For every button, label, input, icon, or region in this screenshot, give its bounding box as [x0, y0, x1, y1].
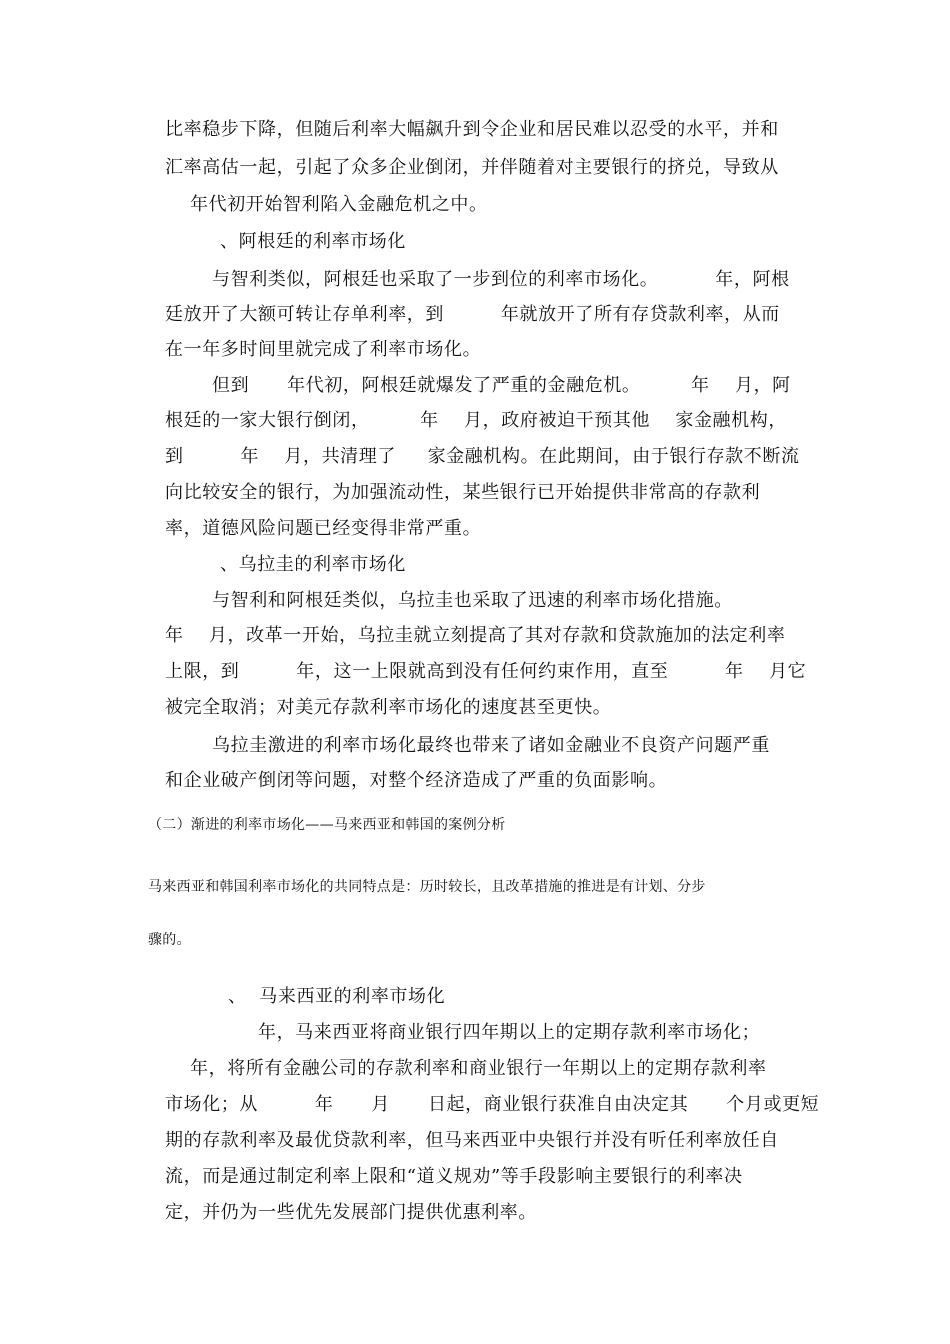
body-text-line: 期的存款利率及最优贷款利率，但马来西亚中央银行并没有听任利率放任自: [165, 1130, 779, 1151]
body-text-line: 但到 年代初，阿根廷就爆发了严重的金融危机。 年 月，阿: [212, 375, 791, 396]
section-heading: 、阿根廷的利率市场化: [220, 231, 406, 252]
body-text-line: 向比较安全的银行，为加强流动性，某些银行已开始提供非常高的存款利: [165, 482, 761, 503]
body-text-line: 和企业破产倒闭等问题，对整个经济造成了严重的负面影响。: [165, 770, 668, 791]
subsection-heading: （二）渐进的利率市场化——马来西亚和韩国的案例分析: [148, 817, 506, 833]
body-text-line: 市场化；从 年 月 日起，商业银行获准自由决定其 个月或更短: [165, 1094, 820, 1115]
body-text-line: 流，而是通过制定利率上限和“道义规劝”等手段影响主要银行的利率决: [165, 1166, 743, 1187]
body-text-line: 被完全取消；对美元存款利率市场化的速度甚至更快。: [165, 697, 612, 718]
body-text-line: 根廷的一家大银行倒闭， 年 月，政府被迫干预其他 家金融机构，: [165, 410, 787, 431]
body-text-line: 马来西亚和韩国利率市场化的共同特点是：历时较长，且改革措施的推进是有计划、分步: [148, 879, 706, 895]
body-text-line: 乌拉圭激进的利率市场化最终也带来了诸如金融业不良资产问题严重: [212, 735, 770, 756]
body-text-line: 率，道德风险问题已经变得非常严重。: [165, 518, 482, 539]
body-text-line: 年，马来西亚将商业银行四年期以上的定期存款利率市场化；: [258, 1022, 761, 1043]
section-heading: 、 马来西亚的利率市场化: [228, 986, 446, 1007]
body-text-line: 在一年多时间里就完成了利率市场化。: [165, 339, 482, 360]
section-heading: 、乌拉圭的利率市场化: [220, 554, 406, 575]
body-text-line: 比率稳步下降，但随后利率大幅飙升到令企业和居民难以忍受的水平，并和: [165, 119, 779, 140]
body-text-line: 到 年 月，共清理了 家金融机构。在此期间，由于银行存款不断流: [165, 446, 800, 467]
body-text-line: 与智利和阿根廷类似，乌拉圭也采取了迅速的利率市场化措施。: [212, 590, 733, 611]
body-text-line: 汇率高估一起，引起了众多企业倒闭，并伴随着对主要银行的挤兑，导致从: [165, 157, 779, 178]
body-text-line: 年代初开始智利陷入金融危机之中。: [190, 194, 488, 215]
body-text-line: 廷放开了大额可转让存单利率，到 年就放开了所有存贷款利率，从而: [165, 304, 780, 325]
body-text-line: 年 月，改革一开始，乌拉圭就立刻提高了其对存款和贷款施加的法定利率: [165, 625, 786, 646]
body-text-line: 定，并仍为一些优先发展部门提供优惠利率。: [165, 1202, 537, 1223]
body-text-line: 与智利类似，阿根廷也采取了一步到位的利率市场化。 年，阿根: [212, 269, 790, 290]
body-text-line: 上限，到 年，这一上限就高到没有任何约束作用，直至 年 月它: [165, 661, 807, 682]
body-text-line: 年，将所有金融公司的存款利率和商业银行一年期以上的定期存款利率: [190, 1058, 767, 1079]
body-text-line: 骤的。: [148, 932, 191, 948]
